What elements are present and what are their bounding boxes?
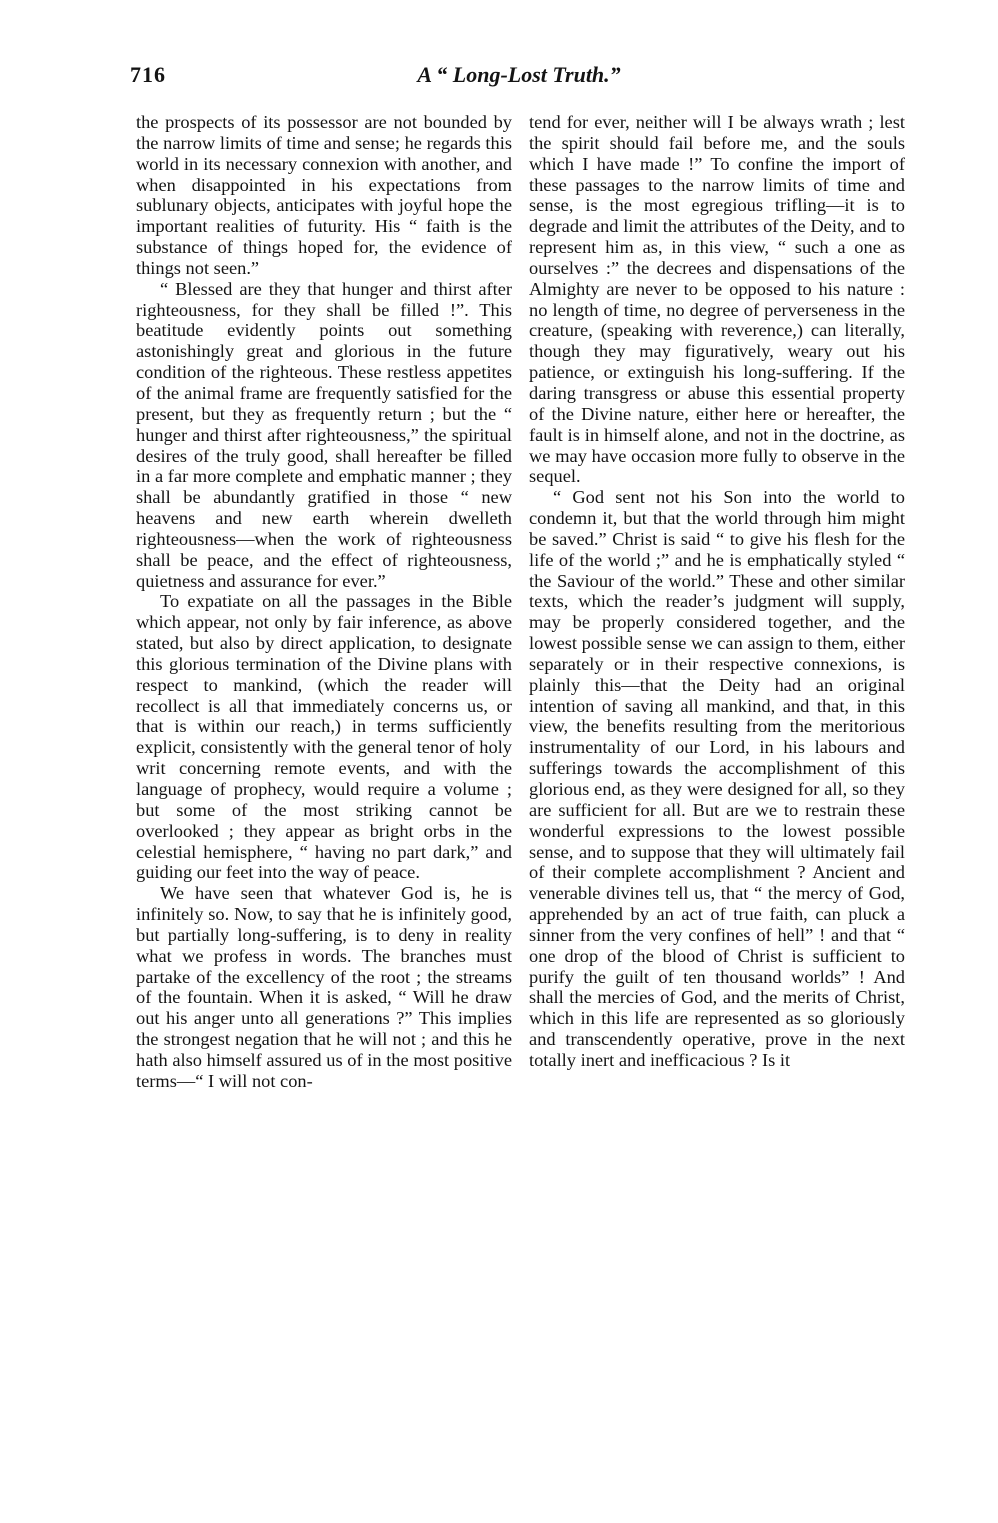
page-number: 716 <box>130 62 166 87</box>
paragraph: “ Blessed are they that hunger and thirst after righteousness, for they shall be filled !”. This beatitude evidently points out something astonishingly great and glorious in the future condition of the righteous. These restless appetites of the animal frame are frequently satisfied for the present, but they as frequently return ; but the “ hunger and thirst after righteousness,” the spiritual desires of the truly good, shall hereafter be filled in a far more complete and emphatic manner ; they shall be abundantly gratified in those “ new heavens and new earth wherein dwelleth righteousness—when the work of righteousness shall be peace, and the effect of righteousness, quietness and assurance for ever.” <box>136 278 512 591</box>
left-column <box>136 112 512 1092</box>
paragraph: To expatiate on all the passages in the Bible which appear, not only by fair inference, as above stated, but also by direct application, to designate this glorious termination of the Divine plans with respect to mankind, (which the reader will recollect is all that immediately concerns us, or that is within our reach,) in terms sufficiently explicit, consistently with the general tenor of holy writ concerning remote events, and with the language of prophecy, would require a volume ; but some of the most striking cannot be overlooked ; they appear as bright orbs in the celestial hemisphere, “ having no part dark,” and guiding our feet into the way of peace. <box>136 591 512 883</box>
page-header <box>130 62 908 102</box>
right-column <box>529 112 905 1071</box>
paragraph: “ God sent not his Son into the world to condemn it, but that the world through him might be saved.” Christ is said “ to give his flesh for the life of the world ;” and he is emphatically styled “ the Saviour of the world.” These and other similar texts, which the reader’s judgment will supply, may be properly considered together, and the lowest possible sense we can assign to them, either separately or in their respective connexions, is plainly this—that the Deity had an original intention of saving all mankind, and that, in this view, the benefits resulting from the meritorious instrumentality of our Lord, in his labours and sufferings towards the accomplishment of this glorious end, as they were designed for all, so they are sufficient for all. But are we to restrain these wonderful expressions to the lowest possible sense, and to suppose that they will ultimately fail of their complete accomplishment ? Ancient and venerable divines tell us, that “ the mercy of God, apprehended by an act of true faith, can pluck a sinner from the very confines of hell” ! and that “ one drop of the blood of Christ is sufficient to purify the guilt of ten thousand worlds” ! And shall the mercies of God, and the merits of Christ, which in this life are represented as so gloriously and transcendently operative, prove in the next totally inert and inefficacious ? Is it <box>529 487 905 1070</box>
running-title: A “ Long-Lost Truth.” <box>417 62 621 87</box>
paragraph: the prospects of its possessor are not bounded by the narrow limits of time and sense; he regards this world in its necessary connexion with another, and when disappointed in his expectations from sublunary objects, anticipates with joyful hope the important realities of futurity. His “ faith is the substance of things hoped for, the evidence of things not seen.” <box>136 112 512 278</box>
paragraph: tend for ever, neither will I be always wrath ; lest the spirit should fail before me, and the souls which I have made !” To confine the import of these passages to the narrow limits of time and sense, is the most egregious trifling—it is to degrade and limit the attributes of the Deity, and to represent him as, in this view, “ such a one as ourselves :” the decrees and dispensations of the Almighty are never to be opposed to his nature : no length of time, no degree of perverseness in the creature, (speaking with reverence,) can literally, though they may figuratively, weary out his patience, or extinguish his long-suffering. If the daring transgress or abuse this essential property of the Divine nature, either here or hereafter, the fault is in himself alone, and not in the doctrine, as we may have occasion more fully to observe in the sequel. <box>529 112 905 487</box>
paragraph: We have seen that whatever God is, he is infinitely so. Now, to say that he is infinitely good, but partially long-suffering, is to deny in reality what we profess in words. The branches must partake of the excellency of the root ; the streams of the fountain. When it is asked, “ Will he draw out his anger unto all generations ?” This implies the strongest negation that he will not ; and this he hath also himself assured us of in the most positive terms—“ I will not con- <box>136 883 512 1091</box>
